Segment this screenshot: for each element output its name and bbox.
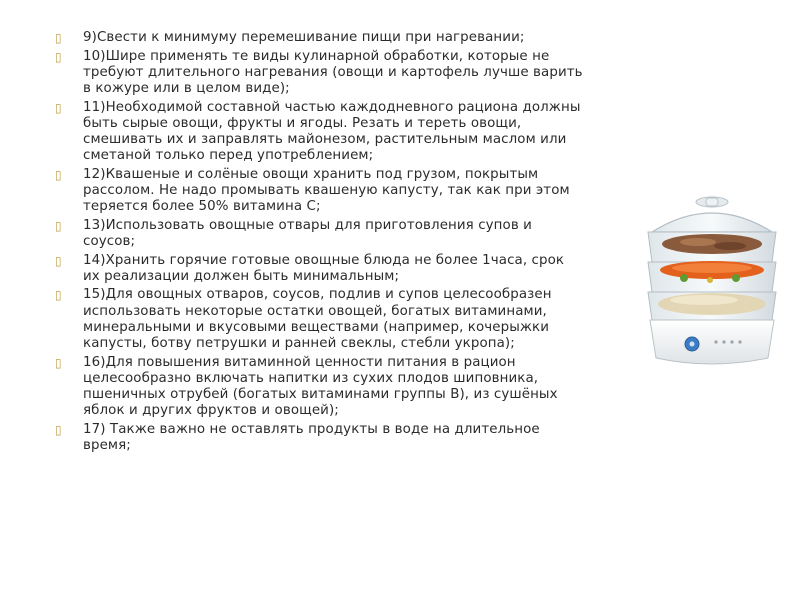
bullet-marker-icon: ▯ xyxy=(55,167,62,182)
bullet-marker-icon: ▯ xyxy=(55,100,62,115)
steamer-base xyxy=(650,320,774,364)
list-item-text: 11)Необходимой составной частью каждодневного рациона должны быть сырые овощи, фрукты и ягоды. Резать и тереть овощи, смешивать их и заправлять майонезом, растительным маслом или сметаной только перед употреблением; xyxy=(83,99,581,164)
bullet-marker-icon: ▯ xyxy=(55,31,62,45)
top-basket-food-shadow xyxy=(714,242,746,250)
bullet-marker-icon: ▯ xyxy=(55,253,62,268)
vegetable-piece xyxy=(707,277,713,283)
list-item xyxy=(55,355,585,420)
bullet-marker-icon: ▯ xyxy=(55,355,62,370)
list-item xyxy=(55,30,585,46)
list-item-text: 15)Для овощных отваров, соусов, подлив и супов целесообразен использовать некоторые остатки овощей, богатых витаминами, минеральными и вкусовыми веществами (например, кочерыжки капусты, ботву петрушки и ранней свеклы, стебли укропа); xyxy=(83,287,552,351)
list-item-text: 12)Квашеные и солёные овощи хранить под грузом, покрытым рассолом. Не надо промывать квашеную капусту, так как при этом теряется более 50% витамина С; xyxy=(83,166,570,215)
bullet-marker-icon: ▯ xyxy=(55,422,62,437)
list-item xyxy=(55,218,585,250)
indicator-light xyxy=(714,340,717,343)
middle-basket-food-highlight xyxy=(672,263,752,273)
list-item-text: 10)Шире применять те виды кулинарной обработки, которые не требуют длительного нагревания (овощи и картофель лучше варить в кожуре или в целом виде); xyxy=(83,48,583,96)
list-item xyxy=(55,287,585,352)
control-knob-center xyxy=(690,342,695,347)
vegetable-piece xyxy=(680,274,688,282)
list-item xyxy=(55,422,585,454)
indicator-light xyxy=(722,340,725,343)
list-item xyxy=(55,100,585,165)
bullet-marker-icon: ▯ xyxy=(55,49,62,64)
list-item-text: 14)Хранить горячие готовые овощные блюда не более 1часа, срок их реализации должен быть минимальным; xyxy=(83,252,565,284)
list-item xyxy=(55,167,585,216)
top-basket-food-highlight xyxy=(680,238,716,246)
vegetable-piece xyxy=(732,274,740,282)
list-item xyxy=(55,253,585,285)
steamer-lid xyxy=(652,213,772,232)
list-item-text: 17) Также важно не оставлять продукты в воде на длительное время; xyxy=(83,421,540,453)
lid-knob-stem xyxy=(706,198,718,206)
bullet-marker-icon: ▯ xyxy=(55,288,62,303)
list-item-text: 13)Использовать овощные отвары для приготовления супов и соусов; xyxy=(83,217,532,249)
list-item xyxy=(55,49,585,98)
food-steamer-image xyxy=(638,192,786,370)
indicator-light xyxy=(738,340,741,343)
bottom-basket-food-highlight xyxy=(670,295,738,305)
list-item-text: 9)Свести к минимуму перемешивание пищи при нагревании; xyxy=(83,30,525,45)
indicator-light xyxy=(730,340,733,343)
bullet-list xyxy=(55,30,585,457)
bullet-marker-icon: ▯ xyxy=(55,218,62,233)
list-item-text: 16)Для повышения витаминной ценности питания в рацион целесообразно включать напитки из сухих плодов шиповника, пшеничных отрубей (богатых витаминами группы В), из сушёных яблок и других фруктов и овощей); xyxy=(83,354,558,419)
